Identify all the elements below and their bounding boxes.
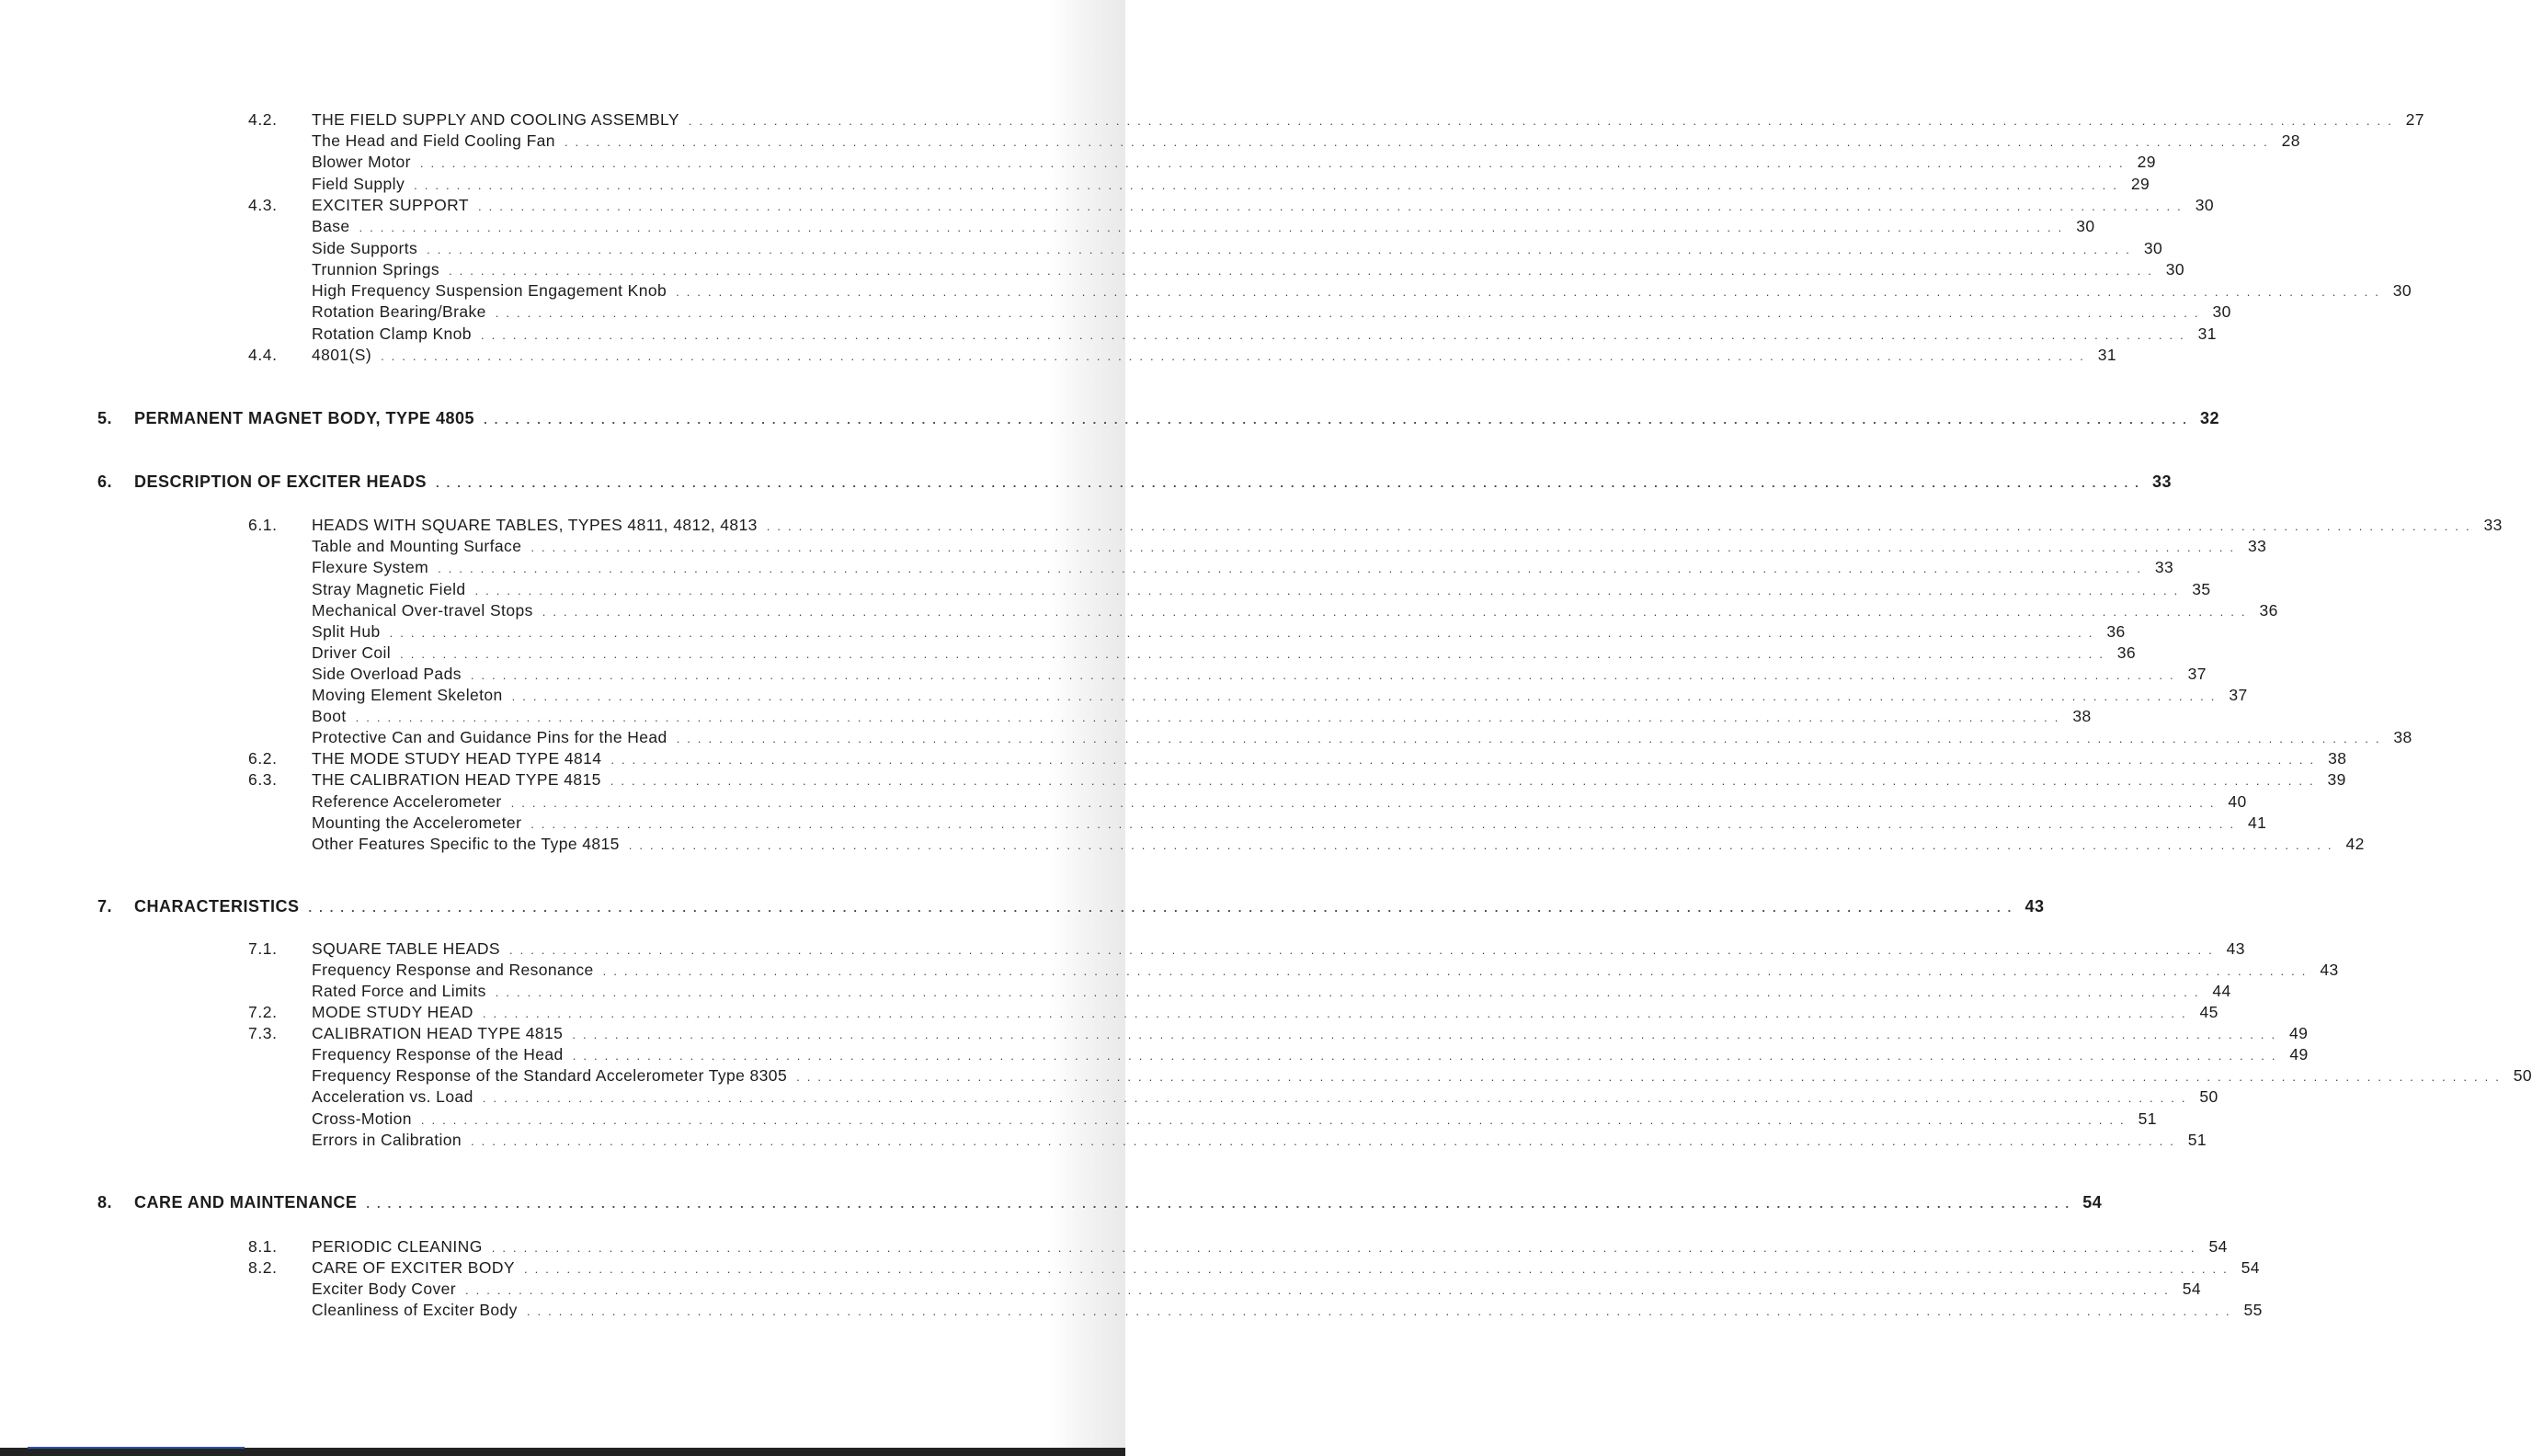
leader-dots: . . . . . . . . . . . . . . . . . . . . . . . . . . . . . . . . . . . . . . . . . . . . . . . . . . . . . . . . . . . . . . . . . . . . . . . . . . . . . . . . . . . . . . . . . . . . . . . . . . . . . . . . . . . . . . . . . . . . . . . . . . . . . . . . . . . . . . . . . . . . . . . . . . . . . . . . . . . . . . . . (610, 753, 2316, 767)
page-number: 30 (2195, 196, 2214, 214)
toc-entry-row (312, 1022, 2309, 1044)
toc-entry-row (312, 1001, 2218, 1023)
leader-dots: . . . . . . . . . . . . . . . . . . . . . . . . . . . . . . . . . . . . . . . . . . . . . . . . . . . . . . . . . . . . . . . . . . . . . . . . . . . . . . . . . . . . . . . . . . . . . . . . . . . . . . . . . . . . . . . . . . . . . . . . . . . . . . . . . . . . . . . . . . . . . . . . . . . . . . . . . . . . . . . . (471, 1134, 2176, 1148)
toc-entry-row (312, 812, 2267, 834)
entry-title: Mounting the Accelerometer (312, 813, 522, 832)
entry-title: Flexure System (312, 558, 429, 576)
entry-title: Stray Magnetic Field (312, 580, 466, 598)
page-number: 54 (2241, 1258, 2260, 1277)
entry-title: Rated Force and Limits (312, 982, 486, 1000)
leader-dots: . . . . . . . . . . . . . . . . . . . . . . . . . . . . . . . . . . . . . . . . . . . . . . . . . . . . . . . . . . . . . . . . . . . . . . . . . . . . . . . . . . . . . . . . . . . . . . . . . . . . . . . . . . . . . . . . . . . . . . . . . . . . . . . . . . . . . . . . . . . . . . . . . . . . . . . . . . . . . . . . (470, 668, 2175, 682)
page-number: 42 (2345, 835, 2365, 853)
page-number: 50 (2199, 1087, 2218, 1106)
leader-dots: . . . . . . . . . . . . . . . . . . . . . . . . . . . . . . . . . . . . . . . . . . . . . . . . . . . . . . . . . . . . . . . . . . . . . . . . . . . . . . . . . . . . . . . . . . . . . . . . . . . . . . . . . . . . . . . . . . . . . . . . . . . . . . . . . . . . . . . . . . . . . . . . . . . . . . . . . . . . . . . . (628, 838, 2333, 852)
toc-entry-row (312, 705, 2092, 727)
toc-chapter-row (97, 1191, 2103, 1213)
entry-title: Boot (312, 707, 347, 725)
page-number: 54 (2208, 1237, 2228, 1256)
leader-dots: . . . . . . . . . . . . . . . . . . . . . . . . . . . . . . . . . . . . . . . . . . . . . . . . . . . . . . . . . . . . . . . . . . . . . . . . . . . . . . . . . . . . . . . . . . . . . . . . . . . . . . . . . . . . . . . . . . . . . . . . . . . . . . . . . . . . . . . . . . . . . . . . . . . . . . . . . . . . . . . . (542, 605, 2247, 619)
page-number: 41 (2248, 813, 2267, 832)
page-number: 40 (2228, 792, 2247, 811)
toc-entry-row (312, 1235, 2228, 1257)
entry-title: Side Overload Pads (312, 665, 462, 683)
entry-title: PERIODIC CLEANING (312, 1237, 483, 1256)
leader-dots: . . . . . . . . . . . . . . . . . . . . . . . . . . . . . . . . . . . . . . . . . . . . . . . . . . . . . . . . . . . . . . . . . . . . . . . . . . . . . . . . . . . . . . . . . . . . . . . . . . . . . . . . . . . . . . . . . . . . . . . . . . . . . . . . . . . . . . . . . . . . . . . . . . . . . . . . . . . . . . . . (511, 689, 2217, 703)
leader-dots: . . . . . . . . . . . . . . . . . . . . . . . . . . . . . . . . . . . . . . . . . . . . . . . . . . . . . . . . . . . . . . . . . . . . . . . . . . . . . . . . . . . . . . . . . . . . . . . . . . . . . . . . . . . . . . . . . . . . . . . . . . . . . . . . . . . . . . . . . . . . . . . . . . . . . . . . . . . . . . . . (427, 243, 2132, 256)
entry-title: CALIBRATION HEAD TYPE 4815 (312, 1024, 564, 1042)
page-number: 30 (2392, 281, 2412, 300)
entry-title: Mechanical Over-travel Stops (312, 601, 533, 620)
section-number: 7.3. (248, 1024, 278, 1042)
page-number: 37 (2187, 665, 2207, 683)
section-number: 8.2. (248, 1258, 278, 1277)
leader-dots: . . . . . . . . . . . . . . . . . . . . . . . . . . . . . . . . . . . . . . . . . . . . . . . . . . . . . . . . . . . . . . . . . . . . . . . . . . . . . . . . . . . . . . . . . . . . . . . . . . . . . . . . . . . . . . . . . . . . . . . . . . . . . . . . . . . . . . . . . . . . . . . . . . . . . . . . . . . . . . . . (572, 1049, 2277, 1063)
entry-title: Frequency Response and Resonance (312, 961, 594, 979)
page-number: 51 (2138, 1109, 2157, 1128)
entry-title: Table and Mounting Surface (312, 537, 522, 555)
page-number: 36 (2106, 622, 2126, 641)
chapter-title: PERMANENT MAGNET BODY, TYPE 4805 (134, 409, 475, 427)
page-number: 32 (2200, 409, 2220, 427)
page-number: 28 (2281, 131, 2300, 150)
page-number: 38 (2393, 728, 2412, 746)
chapter-number: 7. (97, 897, 113, 916)
leader-dots: . . . . . . . . . . . . . . . . . . . . . . . . . . . . . . . . . . . . . . . . . . . . . . . . . . . . . . . . . . . . . . . . . . . . . . . . . . . . . . . . . . . . . . . . . . . . . . . . . . . . . . . . . . . . . . . . . . . . . . . . . . . . . . . . . . . . . . . . . . . . . . . . . . . . . . . . . . . . . . . . (530, 540, 2236, 554)
entry-title: THE MODE STUDY HEAD TYPE 4814 (312, 749, 602, 768)
entry-title: EXCITER SUPPORT (312, 196, 469, 214)
page-number: 39 (2327, 770, 2346, 789)
toc-entry-row (312, 151, 2156, 173)
leader-dots: . . . . . . . . . . . . . . . . . . . . . . . . . . . . . . . . . . . . . . . . . . . . . . . . . . . . . . . . . . . . . . . . . . . . . . . . . . . . . . . . . . . . . . . . . . . . . . . . . . . . . . . . . . . . . . . . . . . . . . . . . . . . . . . . . . . . . . . . . . . . . . . . . . . . . . . . . . . . . . . . (495, 306, 2200, 320)
toc-entry-row (312, 130, 2300, 152)
leader-dots: . . . . . . . . . . . . . . . . . . . . . . . . . . . . . . . . . . . . . . . . . . . . . . . . . . . . . . . . . . . . . . . . . . . . . . . . . . . . . . . . . . . . . . . . . . . . . . . . . . . . . . . . . . . . . . . . . . . . . . . . . . . . . . . . . . . . . . . . . . . . . . . . . . . . . . . . . . . . . . . . (400, 647, 2105, 661)
leader-dots: . . . . . . . . . . . . . . . . . . . . . . . . . . . . . . . . . . . . . . . . . . . . . . . . . . . . . . . . . . . . . . . . . . . . . . . . . . . . . . . . . . . . . . . . . . . . . . . . . . . . . . . . . . . . . . . . . . . . . . . . . . . . . . . . . . . . . . . . . . . . . . . . . . . . . . . . . . . . . . . . (676, 732, 2381, 745)
toc-entry-row (312, 599, 2278, 621)
leader-dots: . . . . . . . . . . . . . . . . . . . . . . . . . . . . . . . . . . . . . . . . . . . . . . . . . . . . . . . . . . . . . . . . . . . . . . . . . . . . . . . . . . . . . . . . . . . . . . . . . . . . . . . . . . . . . . . . . . . . . . . . . . . . . . . . . . . . . . . . . . . . . . . . . . . . . . . . . . . . . . . . (366, 1197, 2071, 1211)
toc-entry-row (312, 833, 2365, 855)
page-number: 31 (2097, 346, 2117, 364)
toc-entry-row (312, 791, 2247, 813)
toc-entry-row (312, 938, 2245, 960)
toc-entry-row (312, 747, 2347, 769)
page-number: 49 (2289, 1045, 2309, 1064)
page-number: 33 (2483, 516, 2503, 534)
toc-entry-row (312, 620, 2126, 643)
entry-title: Field Supply (312, 175, 405, 193)
leader-dots: . . . . . . . . . . . . . . . . . . . . . . . . . . . . . . . . . . . . . . . . . . . . . . . . . . . . . . . . . . . . . . . . . . . . . . . . . . . . . . . . . . . . . . . . . . . . . . . . . . . . . . . . . . . . . . . . . . . . . . . . . . . . . . . . . . . . . . . . . . . . . . . . . . . . . . . . . . . . . . . . (766, 519, 2471, 533)
chapter-number: 5. (97, 409, 113, 427)
entry-title: THE FIELD SUPPLY AND COOLING ASSEMBLY (312, 110, 679, 129)
toc-entry-row (312, 173, 2150, 195)
entry-title: Trunnion Springs (312, 260, 440, 279)
entry-title: Blower Motor (312, 153, 411, 171)
page-number: 30 (2076, 217, 2095, 235)
entry-title: CARE OF EXCITER BODY (312, 1258, 515, 1277)
toc-entry-row (312, 726, 2412, 748)
leader-dots: . . . . . . . . . . . . . . . . . . . . . . . . . . . . . . . . . . . . . . . . . . . . . . . . . . . . . . . . . . . . . . . . . . . . . . . . . . . . . . . . . . . . . . . . . . . . . . . . . . . . . . . . . . . . . . . . . . . . . . . . . . . . . . . . . . . . . . . . . . . . . . . . . . . . . . . . . . . . . . . . (436, 476, 2140, 490)
page-number: 43 (2024, 897, 2045, 916)
page-number: 36 (2259, 601, 2278, 620)
page-number: 54 (2182, 1280, 2201, 1298)
leader-dots: . . . . . . . . . . . . . . . . . . . . . . . . . . . . . . . . . . . . . . . . . . . . . . . . . . . . . . . . . . . . . . . . . . . . . . . . . . . . . . . . . . . . . . . . . . . . . . . . . . . . . . . . . . . . . . . . . . . . . . . . . . . . . . . . . . . . . . . . . . . . . . . . . . . . . . . . . . . . . . . . (688, 114, 2393, 128)
leader-dots: . . . . . . . . . . . . . . . . . . . . . . . . . . . . . . . . . . . . . . . . . . . . . . . . . . . . . . . . . . . . . . . . . . . . . . . . . . . . . . . . . . . . . . . . . . . . . . . . . . . . . . . . . . . . . . . . . . . . . . . . . . . . . . . . . . . . . . . . . . . . . . . . . . . . . . . . . . . . . . . . (491, 1241, 2196, 1255)
page-number: 50 (2513, 1066, 2532, 1085)
entry-title: Driver Coil (312, 643, 392, 662)
entry-title: Moving Element Skeleton (312, 686, 503, 704)
toc-entry-row (312, 194, 2214, 216)
toc-entry-row (312, 959, 2339, 981)
toc-entry-row (312, 1257, 2260, 1279)
entry-title: THE CALIBRATION HEAD TYPE 4815 (312, 770, 601, 789)
section-number: 4.2. (248, 110, 278, 129)
page-number: 44 (2212, 982, 2231, 1000)
section-number: 6.1. (248, 516, 278, 534)
leader-dots: . . . . . . . . . . . . . . . . . . . . . . . . . . . . . . . . . . . . . . . . . . . . . . . . . . . . . . . . . . . . . . . . . . . . . . . . . . . . . . . . . . . . . . . . . . . . . . . . . . . . . . . . . . . . . . . . . . . . . . . . . . . . . . . . . . . . . . . . . . . . . . . . . . . . . . . . . . . . . . . . (449, 264, 2153, 278)
section-number: 4.4. (248, 346, 278, 364)
toc-entry-row (312, 535, 2267, 557)
toc-entry-row (312, 578, 2211, 600)
toc-entry-row (312, 237, 2163, 259)
leader-dots: . . . . . . . . . . . . . . . . . . . . . . . . . . . . . . . . . . . . . . . . . . . . . . . . . . . . . . . . . . . . . . . . . . . . . . . . . . . . . . . . . . . . . . . . . . . . . . . . . . . . . . . . . . . . . . . . . . . . . . . . . . . . . . . . . . . . . . . . . . . . . . . . . . . . . . . . . . . . . . . . (508, 943, 2214, 957)
leader-dots: . . . . . . . . . . . . . . . . . . . . . . . . . . . . . . . . . . . . . . . . . . . . . . . . . . . . . . . . . . . . . . . . . . . . . . . . . . . . . . . . . . . . . . . . . . . . . . . . . . . . . . . . . . . . . . . . . . . . . . . . . . . . . . . . . . . . . . . . . . . . . . . . . . . . . . . . . . . . . . . . (359, 221, 2064, 234)
leader-dots: . . . . . . . . . . . . . . . . . . . . . . . . . . . . . . . . . . . . . . . . . . . . . . . . . . . . . . . . . . . . . . . . . . . . . . . . . . . . . . . . . . . . . . . . . . . . . . . . . . . . . . . . . . . . . . . . . . . . . . . . . . . . . . . . . . . . . . . . . . . . . . . . . . . . . . . . . . . . . . . . (676, 285, 2381, 299)
chapter-title: CHARACTERISTICS (134, 897, 300, 916)
entry-title: Cleanliness of Exciter Body (312, 1301, 518, 1319)
section-number: 4.3. (248, 196, 278, 214)
entry-title: Exciter Body Cover (312, 1280, 456, 1298)
section-number: 8.1. (248, 1237, 278, 1256)
leader-dots: . . . . . . . . . . . . . . . . . . . . . . . . . . . . . . . . . . . . . . . . . . . . . . . . . . . . . . . . . . . . . . . . . . . . . . . . . . . . . . . . . . . . . . . . . . . . . . . . . . . . . . . . . . . . . . . . . . . . . . . . . . . . . . . . . . . . . . . . . . . . . . . . . . . . . . . . . . . . . . . . (381, 349, 2086, 363)
leader-dots: . . . . . . . . . . . . . . . . . . . . . . . . . . . . . . . . . . . . . . . . . . . . . . . . . . . . . . . . . . . . . . . . . . . . . . . . . . . . . . . . . . . . . . . . . . . . . . . . . . . . . . . . . . . . . . . . . . . . . . . . . . . . . . . . . . . . . . . . . . . . . . . . . . . . . . . . . . . . . . . . (510, 796, 2216, 810)
leader-dots: . . . . . . . . . . . . . . . . . . . . . . . . . . . . . . . . . . . . . . . . . . . . . . . . . . . . . . . . . . . . . . . . . . . . . . . . . . . . . . . . . . . . . . . . . . . . . . . . . . . . . . . . . . . . . . . . . . . . . . . . . . . . . . . . . . . . . . . . . . . . . . . . . . . . . . . . . . . . . . . . (414, 178, 2119, 192)
entry-title: Frequency Response of the Standard Accelerometer Type 8305 (312, 1066, 788, 1085)
toc-entry-row (312, 1129, 2207, 1151)
leader-dots: . . . . . . . . . . . . . . . . . . . . . . . . . . . . . . . . . . . . . . . . . . . . . . . . . . . . . . . . . . . . . . . . . . . . . . . . . . . . . . . . . . . . . . . . . . . . . . . . . . . . . . . . . . . . . . . . . . . . . . . . . . . . . . . . . . . . . . . . . . . . . . . . . . . . . . . . . . . . . . . . (523, 1262, 2229, 1276)
entry-title: 4801(S) (312, 346, 372, 364)
entry-title: High Frequency Suspension Engagement Knob (312, 281, 667, 300)
leader-dots: . . . . . . . . . . . . . . . . . . . . . . . . . . . . . . . . . . . . . . . . . . . . . . . . . . . . . . . . . . . . . . . . . . . . . . . . . . . . . . . . . . . . . . . . . . . . . . . . . . . . . . . . . . . . . . . . . . . . . . . . . . . . . . . . . . . . . . . . . . . . . . . . . . . . . . . . . . . . . . . . (564, 135, 2269, 149)
page-number: 30 (2143, 239, 2163, 257)
toc-entry-row (312, 108, 2424, 131)
page-number: 38 (2328, 749, 2347, 768)
leader-dots: . . . . . . . . . . . . . . . . . . . . . . . . . . . . . . . . . . . . . . . . . . . . . . . . . . . . . . . . . . . . . . . . . . . . . . . . . . . . . . . . . . . . . . . . . . . . . . . . . . . . . . . . . . . . . . . . . . . . . . . . . . . . . . . . . . . . . . . . . . . . . . . . . . . . . . . . . . . . . . . . (419, 156, 2125, 170)
leader-dots: . . . . . . . . . . . . . . . . . . . . . . . . . . . . . . . . . . . . . . . . . . . . . . . . . . . . . . . . . . . . . . . . . . . . . . . . . . . . . . . . . . . . . . . . . . . . . . . . . . . . . . . . . . . . . . . . . . . . . . . . . . . . . . . . . . . . . . . . . . . . . . . . . . . . . . . . . . . . . . . . (420, 1113, 2126, 1127)
entry-title: Split Hub (312, 622, 381, 641)
toc-chapter-row (97, 407, 2220, 429)
leader-dots: . . . . . . . . . . . . . . . . . . . . . . . . . . . . . . . . . . . . . . . . . . . . . . . . . . . . . . . . . . . . . . . . . . . . . . . . . . . . . . . . . . . . . . . . . . . . . . . . . . . . . . . . . . . . . . . . . . . . . . . . . . . . . . . . . . . . . . . . . . . . . . . . . . . . . . . . . . . . . . . . (482, 1007, 2187, 1020)
toc-entry-row (312, 301, 2231, 323)
entry-title: Rotation Bearing/Brake (312, 302, 486, 321)
leader-dots: . . . . . . . . . . . . . . . . . . . . . . . . . . . . . . . . . . . . . . . . . . . . . . . . . . . . . . . . . . . . . . . . . . . . . . . . . . . . . . . . . . . . . . . . . . . . . . . . . . . . . . . . . . . . . . . . . . . . . . . . . . . . . . . . . . . . . . . . . . . . . . . . . . . . . . . . . . . . . . . . (438, 562, 2143, 575)
entry-title: Frequency Response of the Head (312, 1045, 564, 1064)
toc-entry-row (312, 1299, 2263, 1321)
leader-dots: . . . . . . . . . . . . . . . . . . . . . . . . . . . . . . . . . . . . . . . . . . . . . . . . . . . . . . . . . . . . . . . . . . . . . . . . . . . . . . . . . . . . . . . . . . . . . . . . . . . . . . . . . . . . . . . . . . . . . . . . . . . . . . . . . . . . . . . . . . . . . . . . . . . . . . . . . . . . . . . . (389, 626, 2094, 640)
section-number: 7.1. (248, 939, 278, 958)
entry-title: Acceleration vs. Load (312, 1087, 473, 1106)
entry-title: HEADS WITH SQUARE TABLES, TYPES 4811, 4812, 4813 (312, 516, 758, 534)
leader-dots: . . . . . . . . . . . . . . . . . . . . . . . . . . . . . . . . . . . . . . . . . . . . . . . . . . . . . . . . . . . . . . . . . . . . . . . . . . . . . . . . . . . . . . . . . . . . . . . . . . . . . . . . . . . . . . . . . . . . . . . . . . . . . . . . . . . . . . . . . . . . . . . . . . . . . . . . . . . . . . . . (480, 328, 2185, 342)
entry-title: Errors in Calibration (312, 1131, 462, 1149)
leader-dots: . . . . . . . . . . . . . . . . . . . . . . . . . . . . . . . . . . . . . . . . . . . . . . . . . . . . . . . . . . . . . . . . . . . . . . . . . . . . . . . . . . . . . . . . . . . . . . . . . . . . . . . . . . . . . . . . . . . . . . . . . . . . . . . . . . . . . . . . . . . . . . . . . . . . . . . . . . . . . . . . (610, 774, 2315, 788)
chapter-number: 6. (97, 472, 113, 491)
chapter-title: DESCRIPTION OF EXCITER HEADS (134, 472, 428, 491)
page-number: 49 (2289, 1024, 2309, 1042)
page-number: 37 (2229, 686, 2248, 704)
toc-entry-row (312, 768, 2346, 791)
leader-dots: . . . . . . . . . . . . . . . . . . . . . . . . . . . . . . . . . . . . . . . . . . . . . . . . . . . . . . . . . . . . . . . . . . . . . . . . . . . . . . . . . . . . . . . . . . . . . . . . . . . . . . . . . . . . . . . . . . . . . . . . . . . . . . . . . . . . . . . . . . . . . . . . . . . . . . . . . . . . . . . . (796, 1070, 2502, 1084)
leader-dots: . . . . . . . . . . . . . . . . . . . . . . . . . . . . . . . . . . . . . . . . . . . . . . . . . . . . . . . . . . . . . . . . . . . . . . . . . . . . . . . . . . . . . . . . . . . . . . . . . . . . . . . . . . . . . . . . . . . . . . . . . . . . . . . . . . . . . . . . . . . . . . . . . . . . . . . . . . . . . . . . (474, 584, 2180, 597)
page-number: 38 (2072, 707, 2092, 725)
page-number: 35 (2192, 580, 2211, 598)
toc-entry-row (312, 556, 2174, 578)
leader-dots: . . . . . . . . . . . . . . . . . . . . . . . . . . . . . . . . . . . . . . . . . . . . . . . . . . . . . . . . . . . . . . . . . . . . . . . . . . . . . . . . . . . . . . . . . . . . . . . . . . . . . . . . . . . . . . . . . . . . . . . . . . . . . . . . . . . . . . . . . . . . . . . . . . . . . . . . . . . . . . . . (355, 711, 2060, 724)
page-number: 55 (2243, 1301, 2263, 1319)
toc-entry-row (312, 684, 2248, 706)
toc-entry-row (312, 1043, 2309, 1065)
page-number: 29 (2137, 153, 2156, 171)
leader-dots: . . . . . . . . . . . . . . . . . . . . . . . . . . . . . . . . . . . . . . . . . . . . . . . . . . . . . . . . . . . . . . . . . . . . . . . . . . . . . . . . . . . . . . . . . . . . . . . . . . . . . . . . . . . . . . . . . . . . . . . . . . . . . . . . . . . . . . . . . . . . . . . . . . . . . . . . . . . . . . . . (478, 199, 2183, 213)
page-number: 36 (2116, 643, 2137, 662)
page-number: 33 (2154, 558, 2174, 576)
page-number: 51 (2187, 1131, 2207, 1149)
entry-title: MODE STUDY HEAD (312, 1003, 473, 1021)
toc-entry-row (312, 1108, 2157, 1130)
toc-chapter-row (97, 895, 2045, 917)
chapter-number: 8. (97, 1193, 113, 1211)
page-number: 27 (2405, 110, 2424, 129)
leader-dots: . . . . . . . . . . . . . . . . . . . . . . . . . . . . . . . . . . . . . . . . . . . . . . . . . . . . . . . . . . . . . . . . . . . . . . . . . . . . . . . . . . . . . . . . . . . . . . . . . . . . . . . . . . . . . . . . . . . . . . . . . . . . . . . . . . . . . . . . . . . . . . . . . . . . . . . . . . . . . . . . (482, 1091, 2187, 1105)
entry-title: Rotation Clamp Knob (312, 324, 472, 343)
page-number: 43 (2226, 939, 2245, 958)
chapter-title: CARE AND MAINTENANCE (134, 1193, 358, 1211)
entry-title: Side Supports (312, 239, 418, 257)
entry-title: Base (312, 217, 350, 235)
page-number: 31 (2197, 324, 2217, 343)
toc-entry-row (312, 344, 2117, 366)
toc-entry-row (312, 1278, 2201, 1300)
page-number: 33 (2248, 537, 2267, 555)
page-number: 29 (2130, 175, 2150, 193)
section-number: 7.2. (248, 1003, 278, 1021)
leader-dots: . . . . . . . . . . . . . . . . . . . . . . . . . . . . . . . . . . . . . . . . . . . . . . . . . . . . . . . . . . . . . . . . . . . . . . . . . . . . . . . . . . . . . . . . . . . . . . . . . . . . . . . . . . . . . . . . . . . . . . . . . . . . . . . . . . . . . . . . . . . . . . . . . . . . . . . . . . . . . . . . (495, 985, 2200, 999)
toc-entry-row (312, 980, 2231, 1002)
page-number: 33 (2151, 472, 2172, 491)
section-number: 6.2. (248, 749, 278, 768)
entry-title: Other Features Specific to the Type 4815 (312, 835, 620, 853)
page-number: 30 (2212, 302, 2231, 321)
toc-entry-row (312, 1086, 2218, 1108)
entry-title: The Head and Field Cooling Fan (312, 131, 555, 150)
leader-dots: . . . . . . . . . . . . . . . . . . . . . . . . . . . . . . . . . . . . . . . . . . . . . . . . . . . . . . . . . . . . . . . . . . . . . . . . . . . . . . . . . . . . . . . . . . . . . . . . . . . . . . . . . . . . . . . . . . . . . . . . . . . . . . . . . . . . . . . . . . . . . . . . . . . . . . . . . . . . . . . . (572, 1028, 2277, 1041)
entry-title: SQUARE TABLE HEADS (312, 939, 500, 958)
toc-entry-row (312, 514, 2503, 536)
page-number: 30 (2165, 260, 2184, 279)
toc-entry-row (312, 323, 2217, 345)
toc-entry-row (312, 215, 2095, 237)
leader-dots: . . . . . . . . . . . . . . . . . . . . . . . . . . . . . . . . . . . . . . . . . . . . . . . . . . . . . . . . . . . . . . . . . . . . . . . . . . . . . . . . . . . . . . . . . . . . . . . . . . . . . . . . . . . . . . . . . . . . . . . . . . . . . . . . . . . . . . . . . . . . . . . . . . . . . . . . . . . . . . . . (530, 817, 2236, 831)
entry-title: Reference Accelerometer (312, 792, 502, 811)
entry-title: Cross-Motion (312, 1109, 412, 1128)
page-number: 43 (2320, 961, 2339, 979)
page-number: 54 (2082, 1193, 2103, 1211)
toc-entry-row (312, 279, 2412, 301)
leader-dots: . . . . . . . . . . . . . . . . . . . . . . . . . . . . . . . . . . . . . . . . . . . . . . . . . . . . . . . . . . . . . . . . . . . . . . . . . . . . . . . . . . . . . . . . . . . . . . . . . . . . . . . . . . . . . . . . . . . . . . . . . . . . . . . . . . . . . . . . . . . . . . . . . . . . . . . . . . . . . . . . (602, 964, 2308, 978)
leader-dots: . . . . . . . . . . . . . . . . . . . . . . . . . . . . . . . . . . . . . . . . . . . . . . . . . . . . . . . . . . . . . . . . . . . . . . . . . . . . . . . . . . . . . . . . . . . . . . . . . . . . . . . . . . . . . . . . . . . . . . . . . . . . . . . . . . . . . . . . . . . . . . . . . . . . . . . . . . . . . . . . (308, 901, 2013, 915)
section-number: 6.3. (248, 770, 278, 789)
toc-chapter-row (97, 471, 2172, 493)
toc-entry-row (312, 258, 2184, 280)
entry-title: Protective Can and Guidance Pins for the Head (312, 728, 667, 746)
toc-entry-row (312, 1064, 2532, 1086)
toc-entry-row (312, 642, 2137, 664)
leader-dots: . . . . . . . . . . . . . . . . . . . . . . . . . . . . . . . . . . . . . . . . . . . . . . . . . . . . . . . . . . . . . . . . . . . . . . . . . . . . . . . . . . . . . . . . . . . . . . . . . . . . . . . . . . . . . . . . . . . . . . . . . . . . . . . . . . . . . . . . . . . . . . . . . . . . . . . . . . . . . . . . (526, 1304, 2231, 1318)
leader-dots: . . . . . . . . . . . . . . . . . . . . . . . . . . . . . . . . . . . . . . . . . . . . . . . . . . . . . . . . . . . . . . . . . . . . . . . . . . . . . . . . . . . . . . . . . . . . . . . . . . . . . . . . . . . . . . . . . . . . . . . . . . . . . . . . . . . . . . . . . . . . . . . . . . . . . . . . . . . . . . . . (484, 413, 2189, 427)
page-number: 45 (2199, 1003, 2218, 1021)
toc-entry-row (312, 663, 2207, 685)
leader-dots: . . . . . . . . . . . . . . . . . . . . . . . . . . . . . . . . . . . . . . . . . . . . . . . . . . . . . . . . . . . . . . . . . . . . . . . . . . . . . . . . . . . . . . . . . . . . . . . . . . . . . . . . . . . . . . . . . . . . . . . . . . . . . . . . . . . . . . . . . . . . . . . . . . . . . . . . . . . . . . . . (464, 1283, 2170, 1297)
